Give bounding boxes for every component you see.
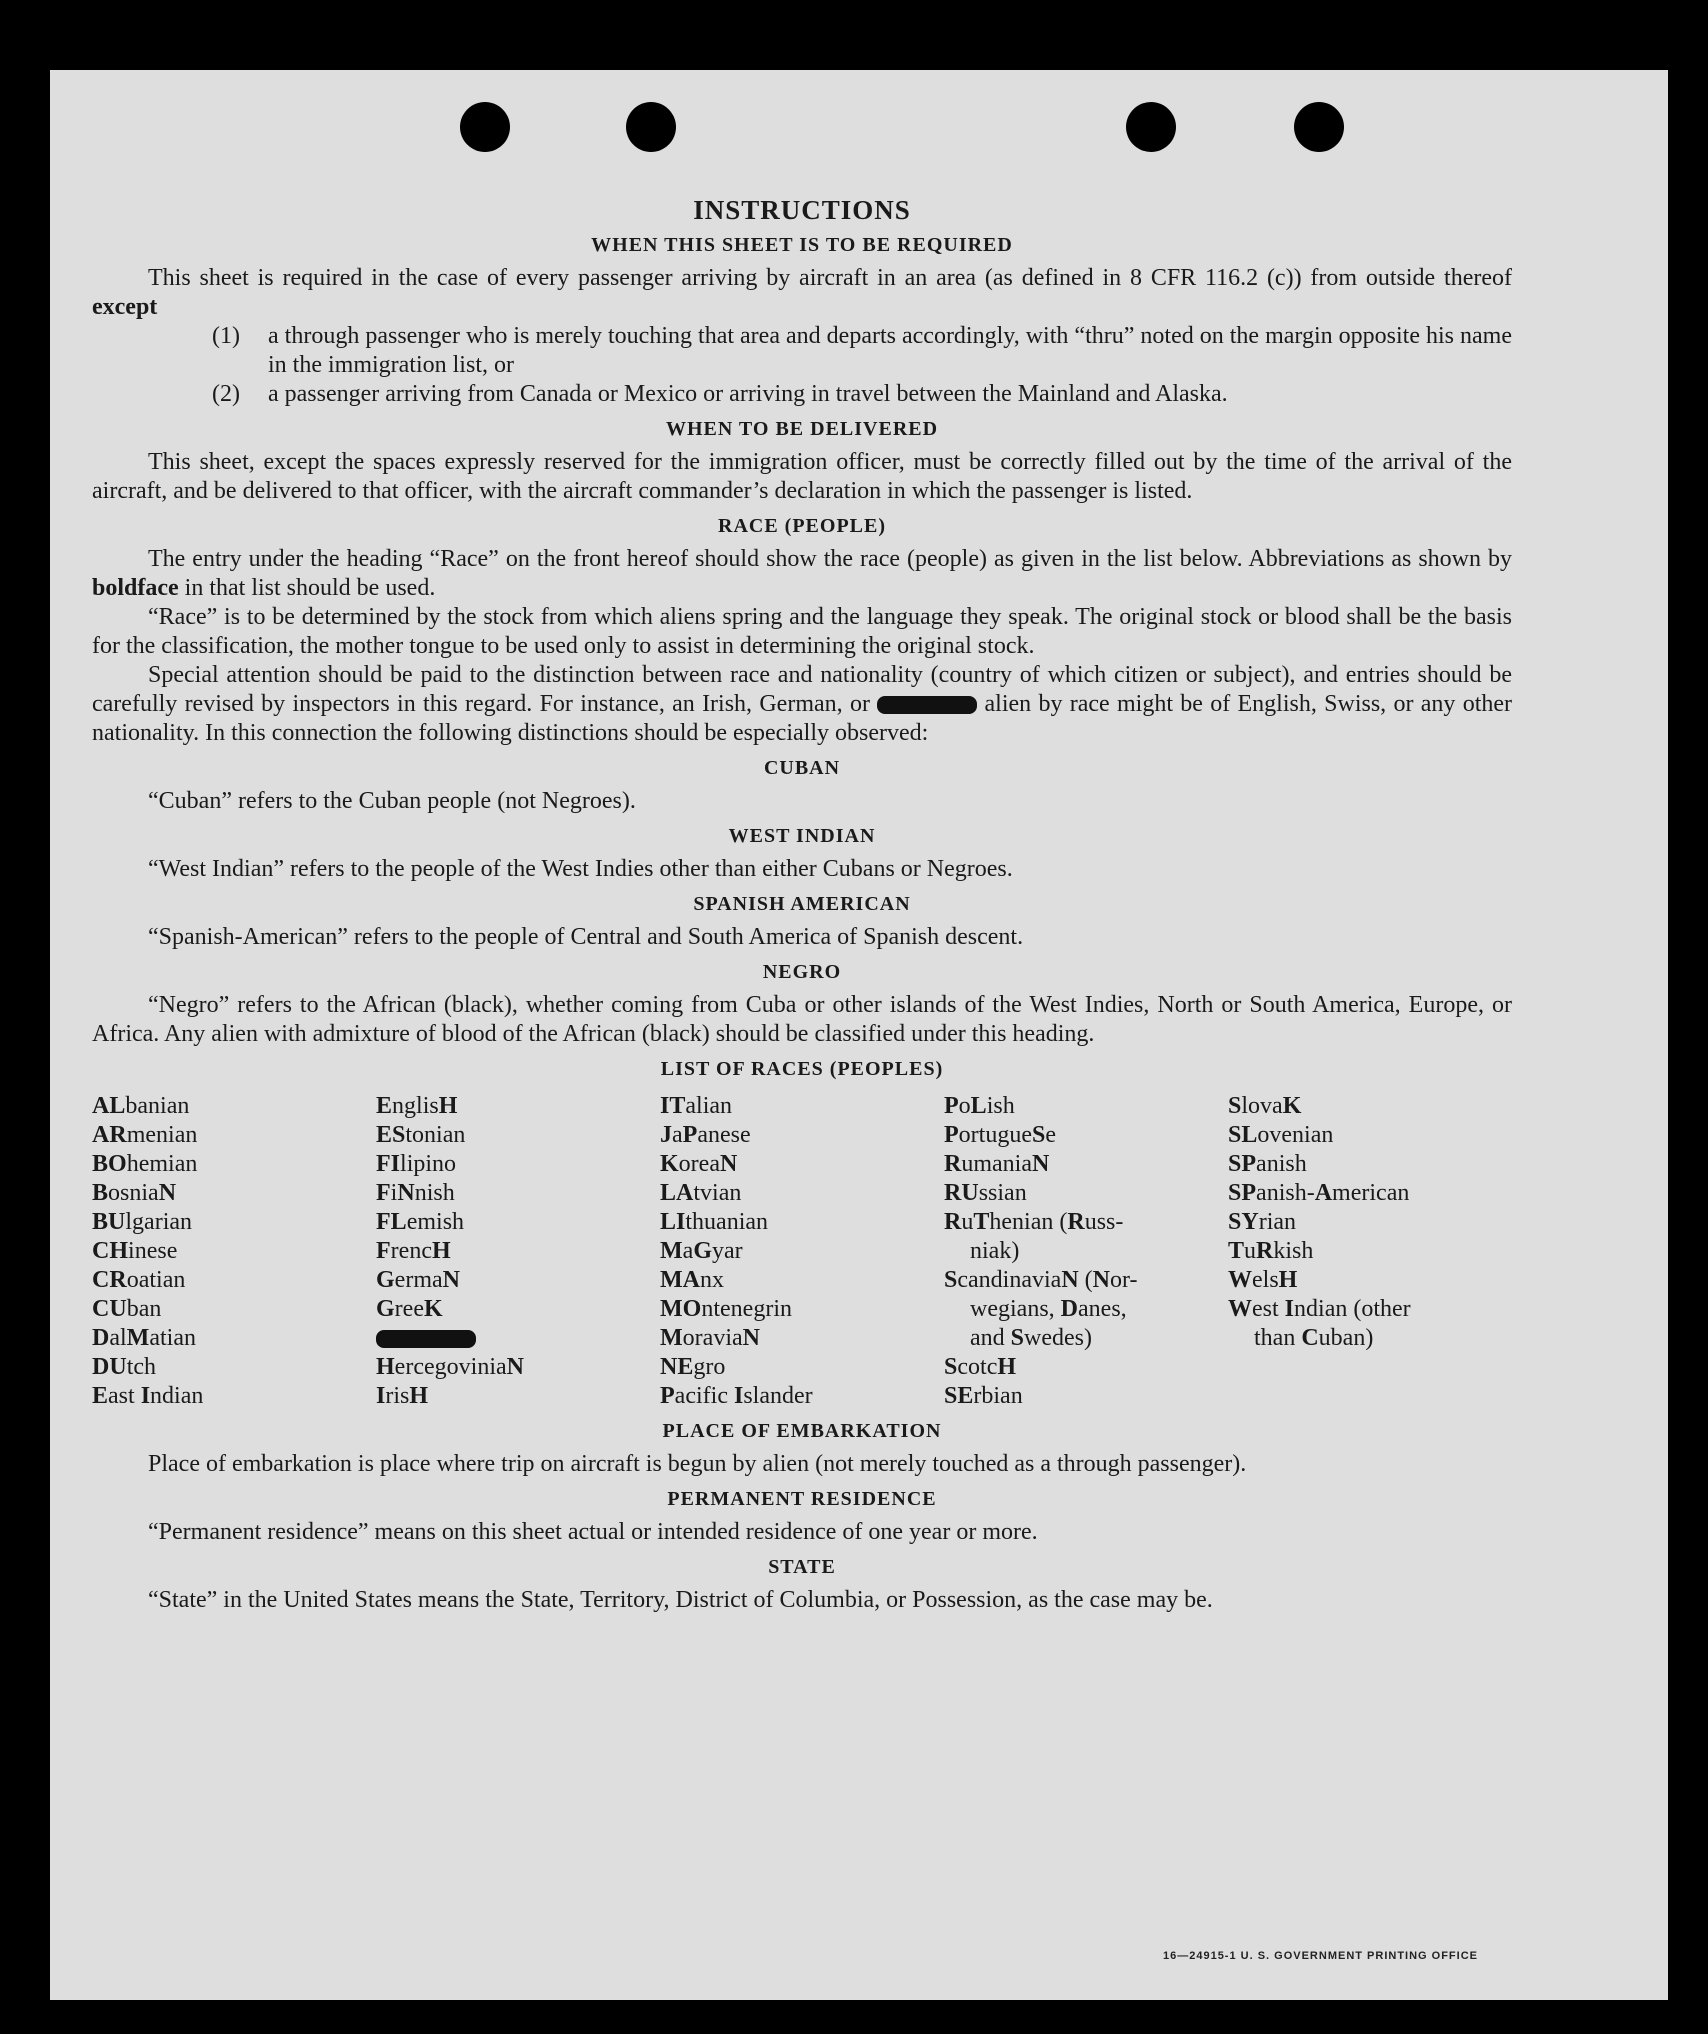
redaction-mark [376, 1330, 476, 1348]
race-entry: than Cuban) [1254, 1325, 1374, 1351]
redaction-mark [877, 696, 977, 714]
race-entry: EnglisH [376, 1093, 458, 1119]
race-entry: RumaniaN [944, 1151, 1050, 1177]
race-entry: NEgro [660, 1354, 726, 1380]
paragraph: “West Indian” refers to the people of the West Indies other than either Cubans or Negroes. [148, 856, 1013, 882]
race-entry: RuThenian (Russ- [944, 1209, 1124, 1235]
race-column [376, 1092, 660, 1411]
punch-hole [1294, 102, 1344, 152]
race-entry: FIlipino [376, 1151, 457, 1177]
punch-hole [460, 102, 510, 152]
race-entry: GermaN [376, 1267, 460, 1293]
paragraph: Place of embarkation is place where trip on aircraft is begun by alien (not merely touched as a through passenger). [148, 1451, 1247, 1477]
race-entry: DUtch [92, 1354, 157, 1380]
race-entry: PoLish [944, 1093, 1015, 1119]
race-entry: RUssian [944, 1180, 1027, 1206]
exception-item: (1) a through passenger who is merely touching that area and departs accordingly, with “thru” noted on the margin opposite his name in the immigration list, or [212, 323, 1512, 378]
race-entry: TuRkish [1228, 1238, 1314, 1264]
punch-hole [626, 102, 676, 152]
section-heading: WHEN TO BE DELIVERED [665, 418, 939, 440]
section-heading: NEGRO [762, 961, 842, 983]
race-list [92, 1092, 1512, 1411]
paragraph: This sheet, except the spaces expressly reserved for the immigration officer, must be correctly filled out by the time of the arrival of the aircraft, and be delivered to that officer, with the aircraft commander’s declaration in which the passenger is listed. [92, 449, 1512, 504]
section-heading: STATE [768, 1556, 836, 1578]
race-entry: ALbanian [92, 1093, 190, 1119]
paragraph: “Permanent residence” means on this sheet actual or intended residence of one year or more. [148, 1519, 1038, 1545]
race-entry: SYrian [1228, 1209, 1297, 1235]
section-heading: RACE (PEOPLE) [718, 515, 886, 537]
section-heading: WHEN THIS SHEET IS TO BE REQUIRED [591, 234, 1013, 256]
paragraph: “Race” is to be determined by the stock from which aliens spring and the language they speak. The original stock or blood shall be the basis for the classification, the mother tongue to be used only to assist in determining the original stock. [92, 604, 1512, 659]
punch-hole [1126, 102, 1176, 152]
race-entry: East Indian [92, 1383, 204, 1409]
race-entry: FiNnish [376, 1180, 455, 1206]
race-column [944, 1092, 1228, 1411]
race-entry: HercegoviniaN [376, 1354, 524, 1380]
race-entry: BUlgarian [92, 1209, 193, 1235]
race-entry: and Swedes) [970, 1325, 1093, 1351]
race-entry: ScandinaviaN (Nor- [944, 1267, 1138, 1293]
paragraph: “Negro” refers to the African (black), whether coming from Cuba or other islands of the West Indies, North or South America, Europe, or Africa. Any alien with admixture of blood of the African (black) should be classified under this heading. [92, 992, 1512, 1047]
race-entry: ScotcH [944, 1354, 1017, 1380]
print-code: 16—24915-1 U. S. GOVERNMENT PRINTING OFFICE [1162, 1950, 1478, 1962]
race-entry: MoraviaN [660, 1325, 760, 1351]
race-entry: EStonian [376, 1122, 466, 1148]
race-entry: SPanish-American [1228, 1180, 1410, 1206]
paragraph: This sheet is required in the case of every passenger arriving by aircraft in an area (as defined in 8 CFR 116.2 (c)) from outside thereof except [92, 265, 1512, 320]
race-entry: IrisH [376, 1383, 429, 1409]
race-entry: BOhemian [92, 1151, 198, 1177]
race-column [660, 1092, 944, 1411]
race-entry: ARmenian [92, 1122, 198, 1148]
paragraph: Special attention should be paid to the distinction between race and nationality (country of which citizen or subject), and entries should be carefully revised by inspectors in this regard. For instance, an Irish, German, or alien by race might be of English, Swiss, or any other nationality. In this connection the following distinctions should be especially observed: [92, 662, 1513, 746]
race-entry: niak) [970, 1238, 1020, 1264]
paragraph: “State” in the United States means the State, Territory, District of Columbia, or Possession, as the case may be. [148, 1587, 1213, 1613]
section-heading: CUBAN [763, 757, 841, 779]
race-entry [376, 1324, 660, 1353]
race-entry: PortugueSe [944, 1122, 1057, 1148]
race-entry: KoreaN [660, 1151, 738, 1177]
paragraph: “Spanish-American” refers to the people of Central and South America of Spanish descent. [148, 924, 1024, 950]
exception-item: (2) a passenger arriving from Canada or Mexico or arriving in travel between the Mainland and Alaska. [212, 381, 1228, 407]
section-heading: SPANISH AMERICAN [693, 893, 911, 915]
race-entry: wegians, Danes, [970, 1296, 1127, 1322]
race-entry: MOntenegrin [660, 1296, 792, 1322]
race-entry: CUban [92, 1296, 162, 1322]
race-entry: JaPanese [660, 1122, 751, 1148]
instructions-body [92, 190, 1512, 1615]
race-entry: FLemish [376, 1209, 465, 1235]
race-entry: LAtvian [660, 1180, 742, 1206]
race-entry: CRoatian [92, 1267, 186, 1293]
race-entry: BosniaN [92, 1180, 177, 1206]
race-column [92, 1092, 376, 1411]
race-entry: SErbian [944, 1383, 1023, 1409]
race-entry: SPanish [1228, 1151, 1307, 1177]
paragraph: The entry under the heading “Race” on the front hereof should show the race (people) as given in the list below. Abbreviations as shown by boldface in that list should be used. [92, 546, 1512, 601]
race-entry: West Indian (other [1228, 1296, 1411, 1322]
page-title: INSTRUCTIONS [693, 195, 911, 225]
race-entry: MAnx [660, 1267, 724, 1293]
race-entry: CHinese [92, 1238, 178, 1264]
race-entry: SlovaK [1228, 1093, 1302, 1119]
race-entry: ITalian [660, 1093, 733, 1119]
race-entry: DalMatian [92, 1325, 196, 1351]
race-entry: LIthuanian [660, 1209, 769, 1235]
section-heading: PERMANENT RESIDENCE [667, 1488, 937, 1510]
race-column [1228, 1092, 1512, 1411]
race-entry: FrencH [376, 1238, 451, 1264]
race-entry: WelsH [1228, 1267, 1298, 1293]
section-heading: WEST INDIAN [728, 825, 876, 847]
race-entry: MaGyar [660, 1238, 743, 1264]
document-page [50, 70, 1668, 2000]
section-heading: PLACE OF EMBARKATION [662, 1420, 942, 1442]
race-entry: GreeK [376, 1296, 443, 1322]
section-heading: LIST OF RACES (PEOPLES) [660, 1058, 944, 1080]
race-entry: Pacific Islander [660, 1383, 813, 1409]
paragraph: “Cuban” refers to the Cuban people (not Negroes). [148, 788, 636, 814]
race-entry: SLovenian [1228, 1122, 1334, 1148]
